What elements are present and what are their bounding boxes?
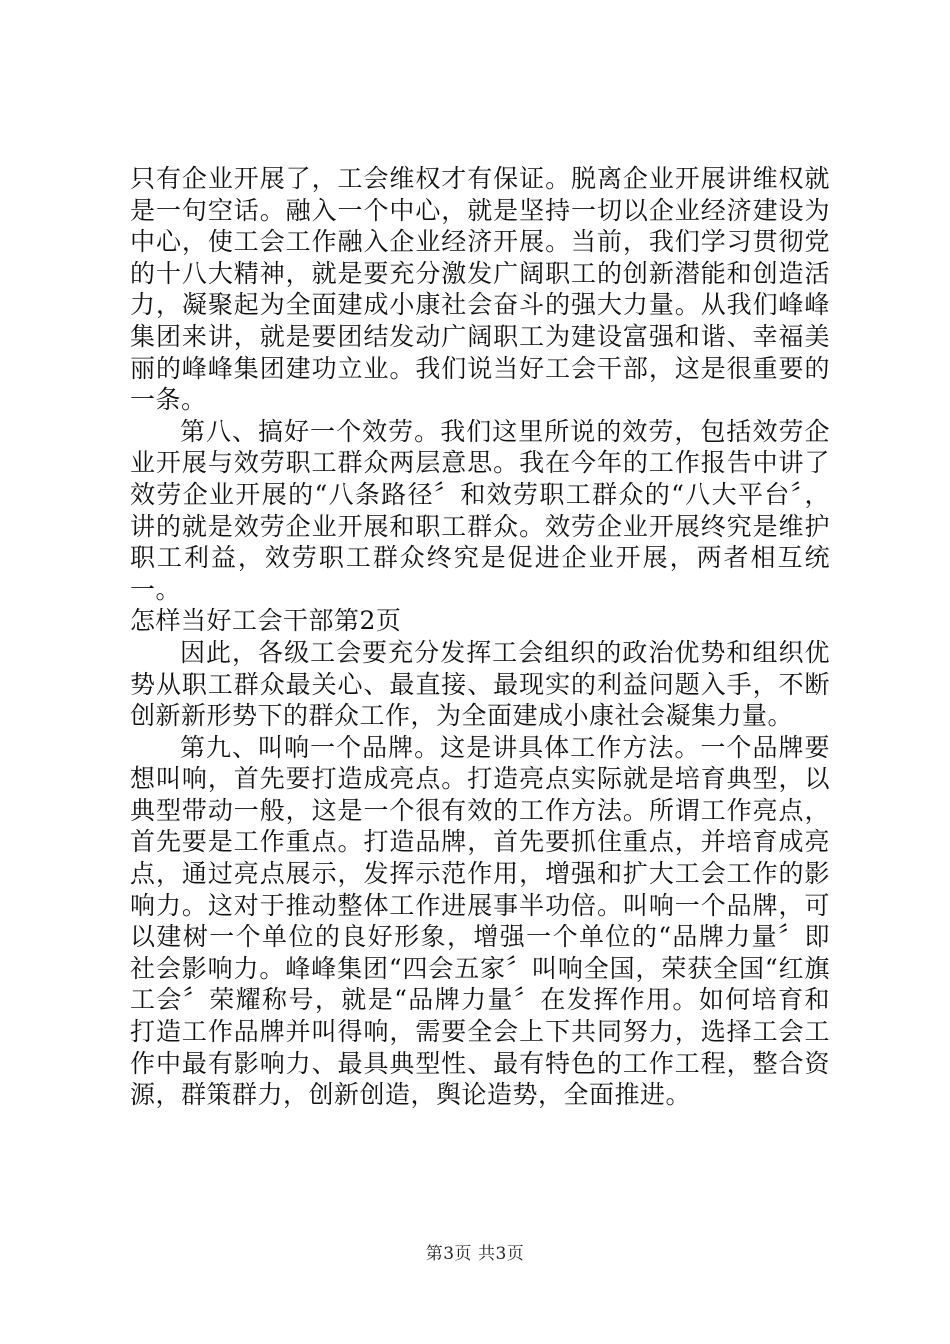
document-body [130, 163, 830, 1111]
paragraph-therefore: 因此，各级工会要充分发挥工会组织的政治优势和组织优势从职工群众最关心、最直接、最现实的利益问题入手，不断创新新形势下的群众工作，为全面建成小康社会凝集力量。 [130, 637, 830, 731]
paragraph-union-rights: 只有企业开展了，工会维权才有保证。脱离企业开展讲维权就是一句空话。融入一个中心，就是坚持一切以企业经济建设为中心，使工会工作融入企业经济开展。当前，我们学习贯彻党的十八大精神，就是要充分激发广阔职工的创新潜能和创造活力，凝聚起为全面建成小康社会奋斗的强大力量。从我们峰峰集团来讲，就是要团结发动广阔职工为建设富强和谐、幸福美丽的峰峰集团建功立业。我们说当好工会干部，这是很重要的一条。 [130, 164, 830, 415]
paragraph-eighth-service: 第八、搞好一个效劳。我们这里所说的效劳，包括效劳企业开展与效劳职工群众两层意思。我在今年的工作报告中讲了效劳企业开展的“八条路径〞和效劳职工群众的“八大平台〞，讲的就是效劳企业开展和职工群众。效劳企业开展终究是维护职工利益，效劳职工群众终究是促进企业开展，两者相互统一。 [130, 416, 830, 604]
paragraph-ninth-brand: 第九、叫响一个品牌。这是讲具体工作方法。一个品牌要想叫响，首先要打造成亮点。打造亮点实际就是培育典型，以典型带动一般，这是一个很有效的工作方法。所谓工作亮点，首先要是工作重点。打造品牌，首先要抓住重点，并培育成亮点，通过亮点展示，发挥示范作用，增强和扩大工会工作的影响力。这对于推动整体工作进展事半功倍。叫响一个品牌，可以建树一个单位的良好形象，增强一个单位的“品牌力量〞即社会影响力。峰峰集团“四会五家〞叫响全国，荣获全国“红旗工会〞荣耀称号，就是“品牌力量〞在发挥作用。如何培育和打造工作品牌并叫得响，需要全会上下共同努力，选择工会工作中最有影响力、最具典型性、最有特色的工作工程，整合资源，群策群力，创新创造，舆论造势，全面推进。 [130, 732, 830, 1110]
page-footer: 第3页 共3页 [425, 1244, 525, 1264]
running-page-header: 怎样当好工会干部第2页 [130, 606, 402, 636]
